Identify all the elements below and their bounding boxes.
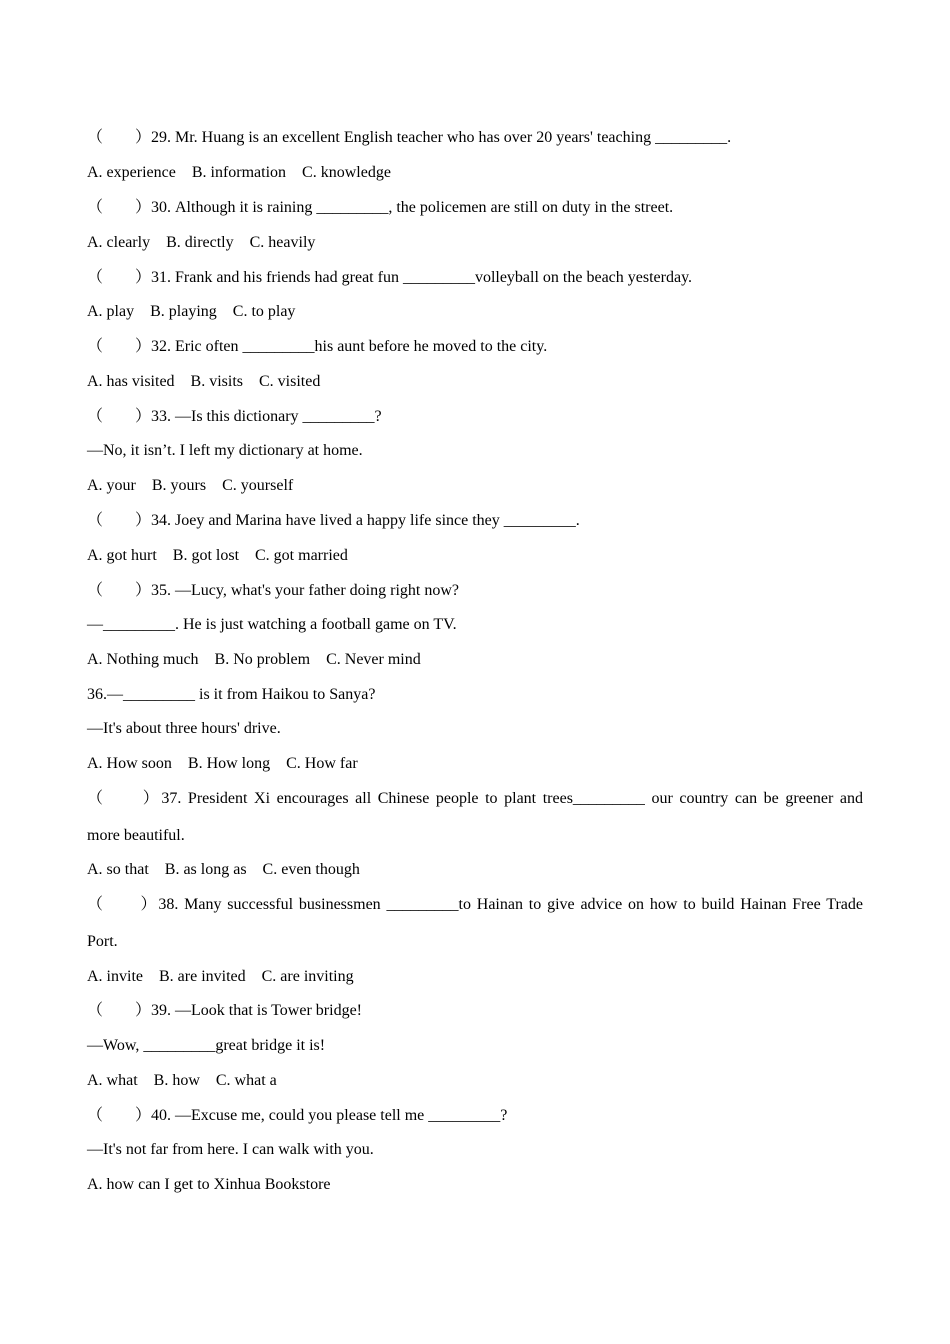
options-36: A. How soon B. How long C. How far	[87, 755, 358, 772]
options-39: A. what B. how C. what a	[87, 1072, 277, 1089]
question-35: （ ）35. —Lucy, what's your father doing right now?	[87, 582, 460, 599]
options-31: A. play B. playing C. to play	[87, 303, 296, 320]
question-39: （ ）39. —Look that is Tower bridge!	[87, 1002, 362, 1019]
question-30: （ ）30. Although it is raining _________, the policemen are still on duty in the street.	[87, 199, 674, 216]
dialogue-39: —Wow, _________great bridge it is!	[87, 1037, 326, 1054]
options-34: A. got hurt B. got lost C. got married	[87, 547, 348, 564]
question-34: （ ）34. Joey and Marina have lived a happy life since they _________.	[87, 512, 580, 529]
question-32: （ ）32. Eric often _________his aunt before he moved to the city.	[87, 338, 548, 355]
question-38-continued: Port.	[87, 933, 118, 950]
question-33: （ ）33. —Is this dictionary _________?	[87, 408, 382, 425]
options-33: A. your B. yours C. yourself	[87, 477, 294, 494]
options-29: A. experience B. information C. knowledge	[87, 164, 391, 181]
options-40: A. how can I get to Xinhua Bookstore	[87, 1176, 331, 1193]
options-30: A. clearly B. directly C. heavily	[87, 234, 316, 251]
options-37: A. so that B. as long as C. even though	[87, 861, 360, 878]
question-36: 36.—_________ is it from Haikou to Sanya?	[87, 686, 376, 703]
question-31: （ ）31. Frank and his friends had great fun _________volleyball on the beach yesterday.	[87, 269, 693, 286]
options-35: A. Nothing much B. No problem C. Never mind	[87, 651, 421, 668]
question-40: （ ）40. —Excuse me, could you please tell me _________?	[87, 1107, 508, 1124]
question-37: （ ）37. President Xi encourages all Chinese people to plant trees_________ our country can be greener and	[87, 790, 863, 807]
options-38: A. invite B. are invited C. are inviting	[87, 968, 354, 985]
dialogue-36: —It's about three hours' drive.	[87, 720, 281, 737]
dialogue-40: —It's not far from here. I can walk with you.	[87, 1141, 374, 1158]
question-29: （ ）29. Mr. Huang is an excellent English teacher who has over 20 years' teaching _________.	[87, 129, 732, 146]
question-38: （ ）38. Many successful businessmen _________to Hainan to give advice on how to build Hainan Free Trade	[87, 896, 863, 913]
dialogue-35: —_________. He is just watching a football game on TV.	[87, 616, 457, 633]
question-37-continued: more beautiful.	[87, 827, 185, 844]
dialogue-33: —No, it isn’t. I left my dictionary at home.	[87, 442, 363, 459]
options-32: A. has visited B. visits C. visited	[87, 373, 321, 390]
